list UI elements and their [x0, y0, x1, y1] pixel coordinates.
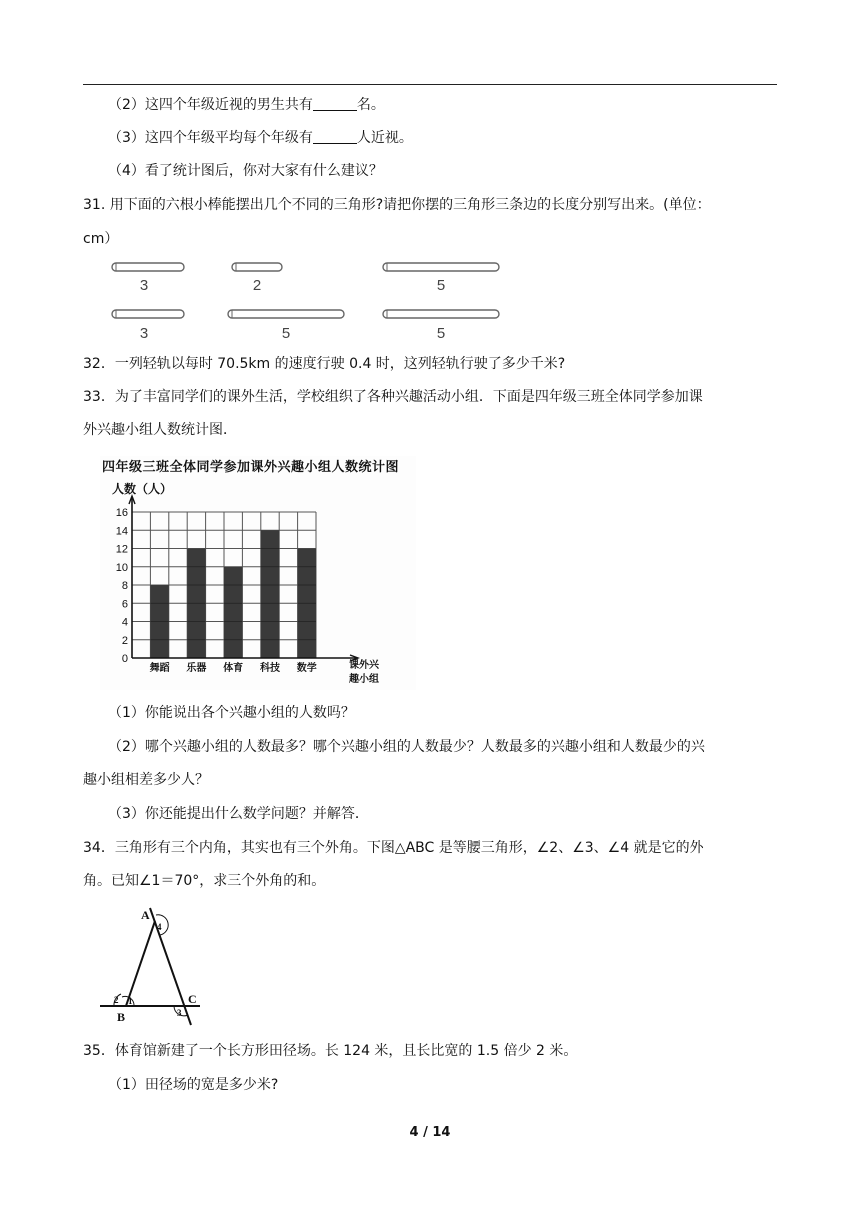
q34-line-1: 34．三角形有三个内角，其实也有三个外角。下图△ABC 是等腰三角形，∠2、∠3、∠4 就是它的外 — [83, 840, 704, 856]
y-tick-label: 2 — [121, 634, 128, 647]
bar-4 — [261, 530, 279, 658]
q30-2-text: （2）这四个年级近视的男生共有 — [108, 97, 313, 113]
y-tick-label: 10 — [115, 561, 128, 574]
chart-y-axis-label: 人数（人） — [112, 482, 173, 496]
sticks-figure — [100, 258, 520, 344]
q30-3-unit: 人近视。 — [356, 130, 413, 146]
q30-4: （4）看了统计图后，你对大家有什么建议？ — [108, 163, 383, 179]
q30-3-text: （3）这四个年级平均每个年级有 — [108, 130, 313, 146]
stick-1 — [112, 263, 184, 294]
x-tick-label: 科技 — [260, 663, 280, 674]
chart-plot — [100, 456, 416, 690]
answer-blank[interactable] — [313, 96, 357, 111]
stick-3-label: 5 — [436, 277, 446, 294]
angle-2-label: 2 — [114, 995, 119, 1005]
angle-1-label: 1 — [128, 996, 133, 1006]
y-tick-label: 6 — [121, 598, 128, 611]
q35-1: （1）田径场的宽是多少米? — [108, 1077, 279, 1093]
x-axis-label-line-2: 趣小组 — [349, 674, 379, 685]
q32: 32．一列轻轨以每时 70.5km 的速度行驶 0.4 时，这列轻轨行驶了多少千米? — [83, 356, 566, 372]
stick-3 — [383, 263, 499, 294]
q30-3 — [108, 128, 413, 148]
y-tick-label: 16 — [115, 507, 128, 519]
q33-line-2: 外兴趣小组人数统计图． — [83, 422, 237, 438]
stick-6-label: 5 — [436, 325, 446, 342]
x-tick-label: 数学 — [296, 663, 317, 674]
chart-title: 四年级三班全体同学参加课外兴趣小组人数统计图 — [102, 460, 400, 475]
q33-1: （1）你能说出各个兴趣小组的人数吗？ — [108, 705, 355, 721]
x-axis-label-line-1: 课外兴 — [349, 660, 379, 671]
stick-4-label: 3 — [139, 325, 149, 342]
header-rule — [83, 84, 777, 85]
x-tick-label: 体育 — [223, 663, 244, 674]
x-tick-label: 乐器 — [186, 663, 207, 674]
x-tick-label: 舞蹈 — [149, 663, 170, 674]
q31-line-2: cm） — [83, 231, 119, 247]
q34-line-2: 角。已知∠1＝70°，求三个外角的和。 — [83, 873, 326, 889]
q35-line-1: 35．体育馆新建了一个长方形田径场。长 124 米，且长比宽的 1.5 倍少 2 米。 — [83, 1043, 578, 1059]
q33-line-1: 33．为了丰富同学们的课外生活，学校组织了各种兴趣活动小组．下面是四年级三班全体同学参加课 — [83, 389, 703, 405]
stick-2-label: 2 — [252, 277, 262, 294]
y-tick-label: 12 — [115, 543, 128, 556]
stick-6 — [383, 310, 499, 342]
angle-4-label: 4 — [157, 922, 162, 932]
q30-2 — [108, 95, 385, 115]
y-tick-label: 4 — [121, 616, 128, 629]
q31-line-1: 31. 用下面的六根小棒能摆出几个不同的三角形?请把你摆的三角形三条边的长度分别写出来。(单位： — [83, 197, 711, 213]
q33-2-line-1: （2）哪个兴趣小组的人数最多？哪个兴趣小组的人数最少？人数最多的兴趣小组和人数最少的兴 — [108, 739, 705, 755]
vertex-b-label: B — [117, 1010, 126, 1024]
stick-5-label: 5 — [281, 325, 291, 342]
q30-2-unit: 名。 — [356, 97, 385, 113]
stick-1-label: 3 — [139, 277, 149, 294]
vertex-a-label: A — [141, 908, 150, 922]
q33-2-line-2: 趣小组相差多少人？ — [83, 772, 209, 788]
angle-3-label: 3 — [177, 1008, 182, 1018]
bar-chart — [100, 456, 416, 690]
q33-3: （3）你还能提出什么数学问题？并解答． — [108, 806, 369, 822]
y-tick-label: 0 — [121, 653, 128, 665]
page-number: 4 / 14 — [409, 1125, 451, 1140]
y-tick-label: 14 — [115, 525, 128, 538]
stick-4 — [112, 310, 184, 342]
stick-2 — [232, 263, 282, 294]
vertex-c-label: C — [188, 992, 197, 1006]
y-tick-label: 8 — [121, 580, 128, 592]
side-ab — [126, 921, 155, 1006]
stick-5 — [228, 310, 344, 342]
answer-blank[interactable] — [313, 129, 357, 144]
triangle-figure — [100, 905, 210, 1029]
bar-3 — [224, 567, 242, 658]
